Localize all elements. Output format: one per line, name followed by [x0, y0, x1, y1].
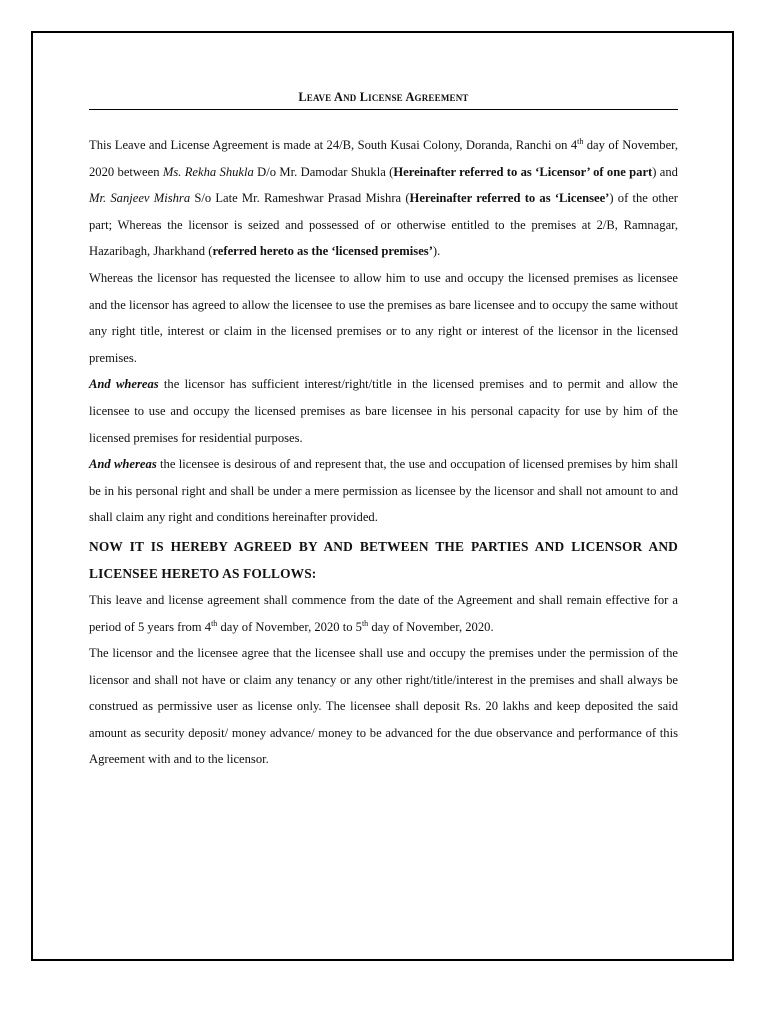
text-span: the licensor has sufficient interest/right/title in the licensed premises and to permit and allow the licensee to use and occupy the licensed premises as bare licensee in his personal capacity for use by him of the licensed premises for residential purposes. [89, 377, 678, 445]
and-whereas-lead: And whereas [89, 457, 157, 472]
premises-reference: referred hereto as the ‘licensed premises’ [212, 244, 433, 259]
and-whereas-lead: And whereas [89, 377, 159, 392]
paragraph-term [89, 587, 678, 640]
licensor-name: Ms. Rekha Shukla [162, 164, 254, 179]
text-span: S/o Late Mr. Rameshwar Prasad Mishra ( [190, 191, 410, 206]
document-title: Leave And License Agreement [89, 86, 678, 110]
text-span: ) and [652, 164, 678, 179]
text-span: D/o Mr. Damodar Shukla ( [253, 164, 394, 179]
superscript: th [211, 618, 218, 628]
text-span: day of November, 2020 between [89, 138, 678, 179]
paragraph-deposit: The licensor and the licensee agree that the licensee shall use and occupy the premises under the permission of the licensor and shall not have or claim any tenancy or any other right/title/interest in the premises and shall always be construed as permissive user as license only. The licensee shall deposit Rs. 20 lakhs and keep deposited the said amount as security deposit/ money advance/ money to be advanced for the due observance and performance of this Agreement with and to the licensor. [89, 646, 678, 767]
text-span: the licensee is desirous of and represent that, the use and occupation of licensed premises by him shall be in his personal right and shall be under a mere permission as licensee by the licensor and shall not amount to and shall claim any right and conditions hereinafter provided. [89, 457, 678, 525]
text-span: This leave and license agreement shall commence from the date of the Agreement and shall remain effective for a period of 5 years from 4 [89, 592, 678, 634]
text-span: ). [432, 244, 441, 259]
text-span: day of November, 2020 to 5 [217, 619, 362, 634]
paragraph-parties [89, 132, 678, 265]
document-body [89, 86, 678, 773]
text-span: ) of the other part; Whereas the licensor is seized and possessed of or otherwise entitled to the premises at 2/B, Ramnagar, Hazaribagh, Jharkhand ( [89, 191, 678, 259]
licensee-name: Mr. Sanjeev Mishra [89, 191, 191, 206]
licensee-reference: Hereinafter referred to as ‘Licensee’ [409, 191, 610, 206]
paragraph-request: Whereas the licensor has requested the licensee to allow him to use and occupy the licensed premises as licensee and the licensor has agreed to allow the licensee to use the premises as bare licensee and to occupy the same without any right title, interest or claim in the licensed premises or to any right or interest of the licensor in the licensed premises. [89, 270, 678, 365]
agreement-heading: NOW IT IS HEREBY AGREED BY AND BETWEEN THE PARTIES AND LICENSOR AND LICENSEE HERETO AS FOLLOWS: [89, 538, 678, 581]
superscript: th [577, 136, 584, 146]
paragraph-whereas-licensee [89, 451, 678, 531]
paragraph-whereas-licensor [89, 371, 678, 451]
text-span: This Leave and License Agreement is made at 24/B, South Kusai Colony, Doranda, Ranchi on 4 [89, 138, 578, 152]
licensor-reference: Hereinafter referred to as ‘Licensor’ of one part [393, 164, 653, 179]
superscript: th [361, 618, 369, 628]
text-span: day of November, 2020. [368, 619, 494, 634]
